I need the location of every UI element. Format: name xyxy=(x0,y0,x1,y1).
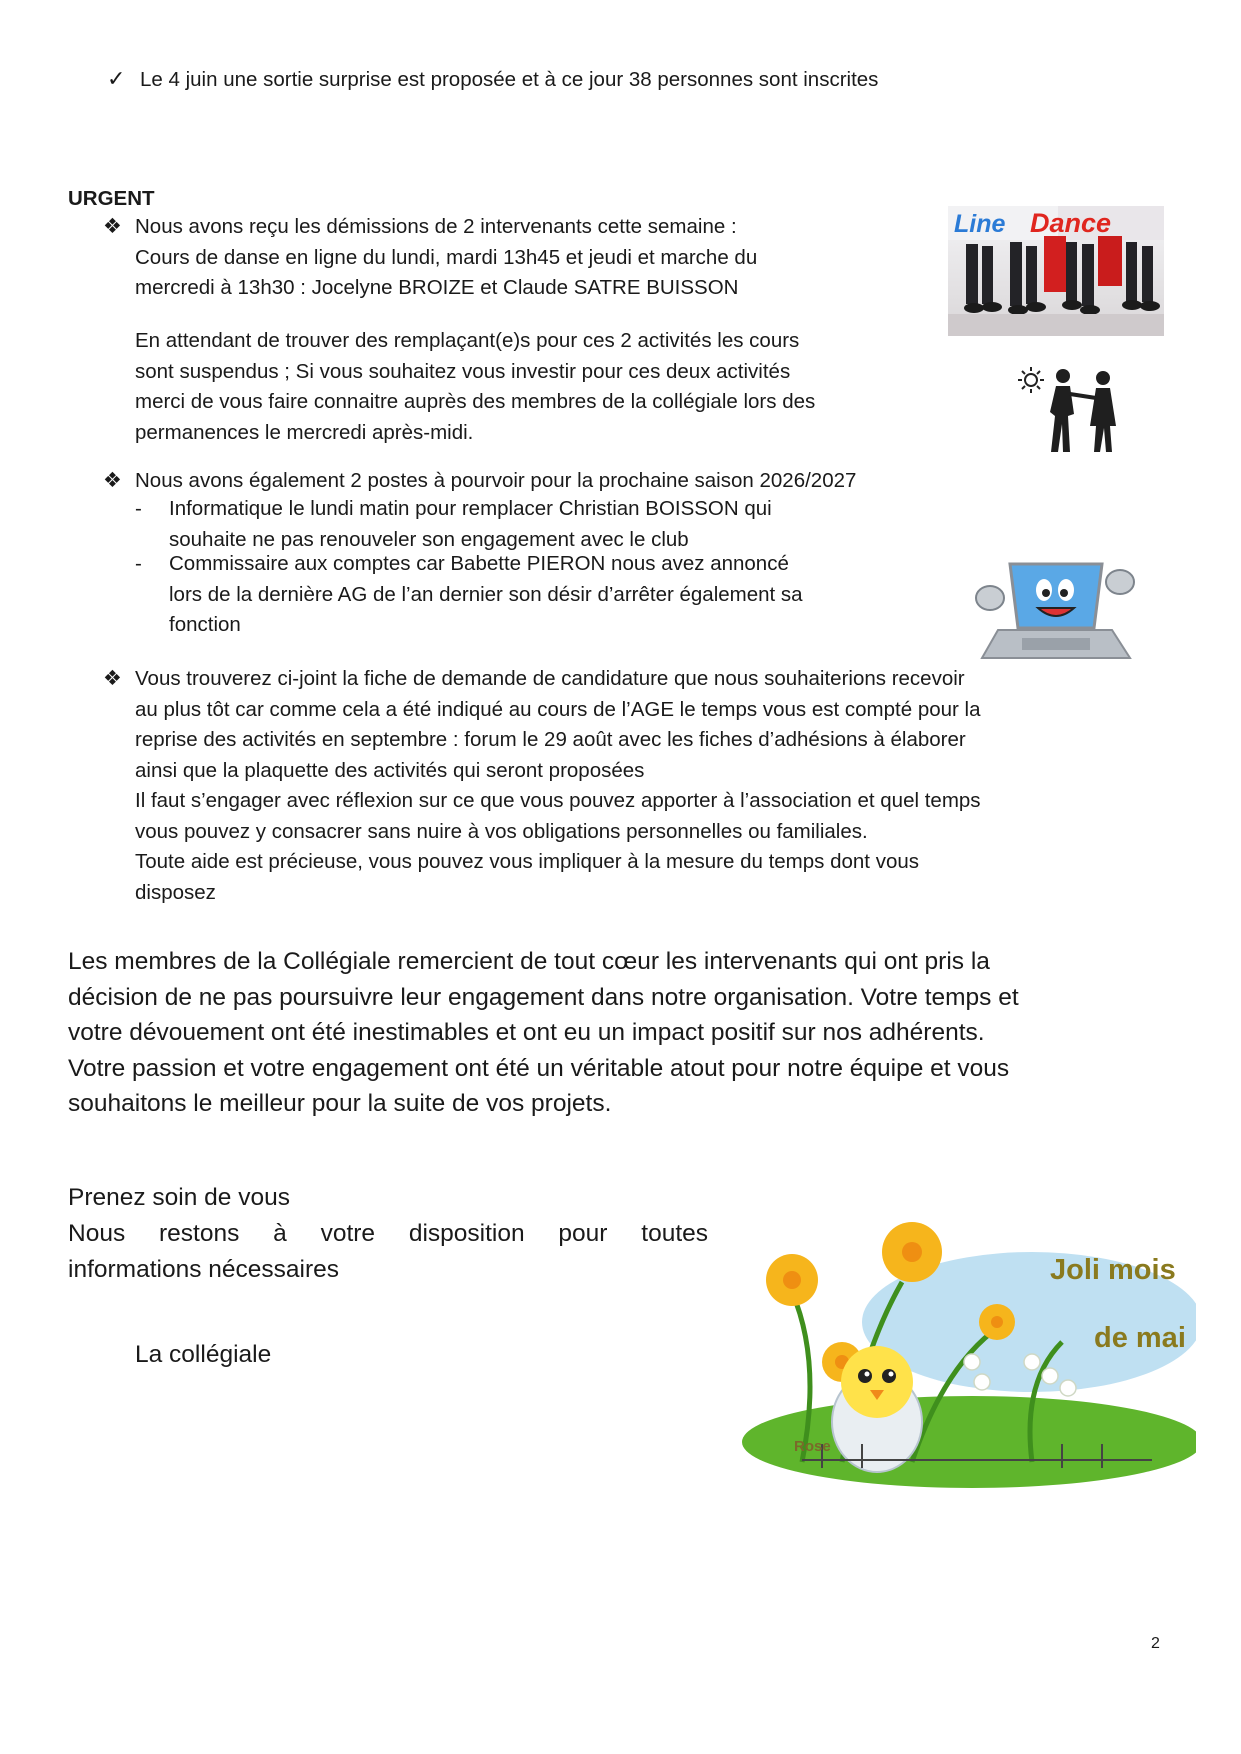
resignations-paragraph xyxy=(135,212,835,304)
suspension-line: En attendant de trouver des remplaçant(e)s pour ces 2 activités les cours xyxy=(135,329,800,352)
thanks-line: décision de ne pas poursuivre leur engagement dans notre organisation. Votre temps et xyxy=(68,983,1019,1011)
availability-line: Nous restons à votre disposition pour toutes xyxy=(68,1220,708,1247)
thanks-line: Votre passion et votre engagement ont été un véritable atout pour notre équipe et vous xyxy=(68,1054,1010,1082)
may-title-line2: de mai xyxy=(1094,1322,1186,1354)
sub-item-line: lors de la dernière AG de l’an dernier son désir d’arrêter également sa xyxy=(169,582,803,606)
dash-marker: - xyxy=(135,552,142,575)
resignations-line: mercredi à 13h30 : Jocelyne BROIZE et Claude SATRE BUISSON xyxy=(135,276,739,299)
thanks-line: souhaitons le meilleur pour la suite de vos projets. xyxy=(68,1090,612,1117)
line-word: Line xyxy=(954,210,1006,238)
candidature-line: Toute aide est précieuse, vous pouvez vous impliquer à la mesure du temps dont vous xyxy=(135,850,919,873)
joli-mois-de-mai-image xyxy=(732,1212,1196,1488)
suspension-paragraph xyxy=(135,326,865,448)
sub-item-commissaire xyxy=(169,549,869,641)
sub-item-informatique xyxy=(169,494,849,555)
walking-couple-icon xyxy=(1018,364,1128,458)
laptop-mascot-image xyxy=(970,558,1140,668)
candidature-line: au plus tôt car comme cela a été indiqué au cours de l’AGE le temps vous est compté pour la xyxy=(135,697,981,721)
sub-item-line: fonction xyxy=(169,613,241,636)
may-title-line1: Joli mois xyxy=(1050,1254,1176,1286)
candidature-line: Vous trouverez ci-joint la fiche de demande de candidature que nous souhaiterions recevoir xyxy=(135,667,965,690)
resignations-line: Cours de danse en ligne du lundi, mardi 13h45 et jeudi et marche du xyxy=(135,245,758,269)
sub-item-line: Commissaire aux comptes car Babette PIERON nous avez annoncé xyxy=(169,552,789,575)
dance-word: Dance xyxy=(1030,208,1112,238)
sub-item-line: Informatique le lundi matin pour remplacer Christian BOISSON qui xyxy=(169,497,772,520)
availability-line: informations nécessaires xyxy=(68,1255,339,1283)
thanks-line: Les membres de la Collégiale remercient de tout cœur les intervenants qui ont pris la xyxy=(68,948,990,975)
bullet-diamond-icon: ❖ xyxy=(103,469,122,492)
candidature-line: ainsi que la plaquette des activités qui seront proposées xyxy=(135,758,645,782)
dash-marker: - xyxy=(135,497,142,520)
thanks-paragraph xyxy=(68,944,1163,1122)
thanks-line: votre dévouement ont été inestimables et ont eu un impact positif sur nos adhérents. xyxy=(68,1019,985,1046)
availability-paragraph xyxy=(68,1216,708,1287)
suspension-line: permanences le mercredi après-midi. xyxy=(135,420,474,444)
sortie-surprise-text: Le 4 juin une sortie surprise est proposée et à ce jour 38 personnes sont inscrites xyxy=(140,68,879,91)
page-number: 2 xyxy=(1151,1635,1160,1652)
resignations-line: Nous avons reçu les démissions de 2 intervenants cette semaine : xyxy=(135,215,737,238)
positions-heading: Nous avons également 2 postes à pourvoir pour la prochaine saison 2026/2027 xyxy=(135,469,857,492)
sub-item-line: souhaite ne pas renouveler son engagement avec le club xyxy=(169,527,689,551)
suspension-line: merci de vous faire connaitre auprès des membres de la collégiale lors des xyxy=(135,390,816,413)
artist-signature: Rose xyxy=(794,1438,831,1455)
urgent-heading: URGENT xyxy=(68,187,155,210)
candidature-line: disposez xyxy=(135,880,216,904)
line-dance-image xyxy=(948,206,1164,336)
check-icon: ✓ xyxy=(107,66,126,91)
signature: La collégiale xyxy=(135,1341,272,1368)
candidature-line: vous pouvez y consacrer sans nuire à vos obligations personnelles ou familiales. xyxy=(135,819,868,843)
suspension-line: sont suspendus ; Si vous souhaitez vous investir pour ces deux activités xyxy=(135,359,791,383)
bullet-diamond-icon: ❖ xyxy=(103,215,122,238)
candidature-line: Il faut s’engager avec réflexion sur ce que vous pouvez apporter à l’association et quel temps xyxy=(135,789,981,812)
laptop-thumbs-up-icon xyxy=(970,558,1140,668)
candidature-line: reprise des activités en septembre : forum le 29 août avec les fiches d’adhésions à élaborer xyxy=(135,728,966,751)
care-message: Prenez soin de vous xyxy=(68,1184,290,1211)
bullet-diamond-icon: ❖ xyxy=(103,667,122,690)
walking-couple-image xyxy=(1018,364,1128,458)
candidature-paragraph xyxy=(135,664,1145,908)
